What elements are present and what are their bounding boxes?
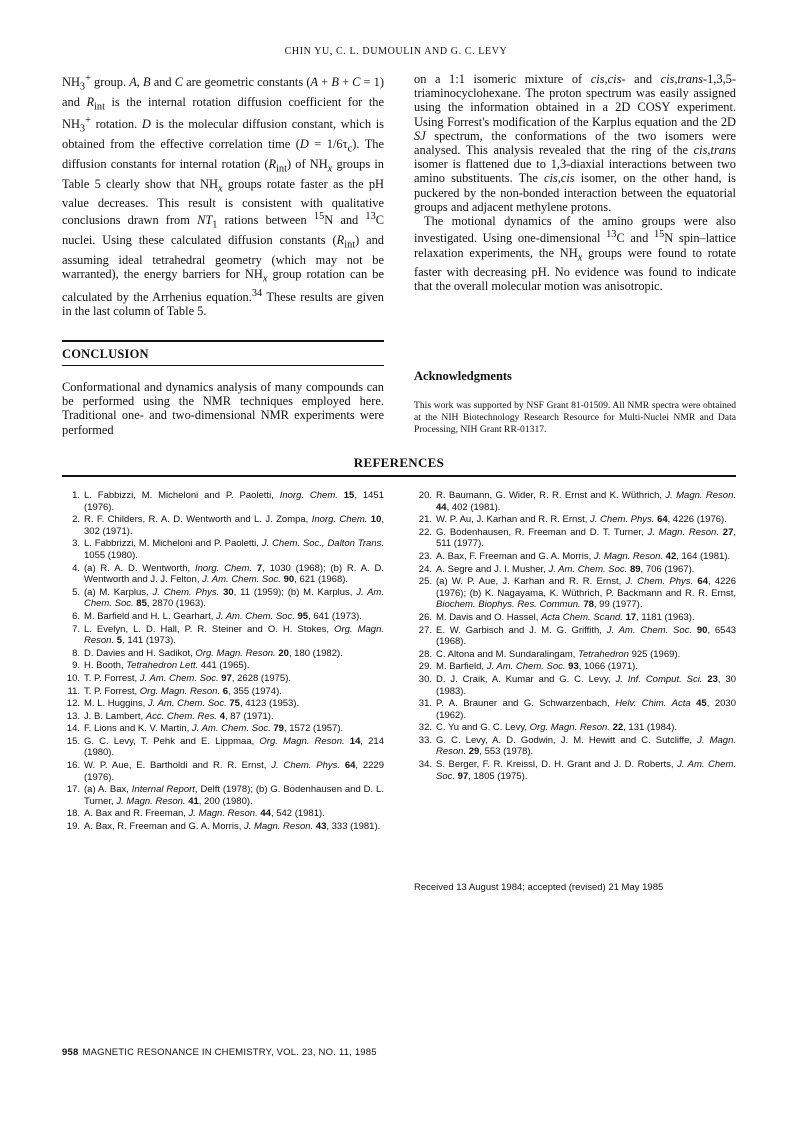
- reference-number: 4.: [72, 562, 80, 574]
- reference-text: H. Booth, Tetrahedron Lett. 441 (1965).: [84, 660, 250, 672]
- reference-text: L. Fabbrizzi, M. Micheloni and P. Paoletti, J. Chem. Soc., Dalton Trans. 1055 (1980).: [84, 538, 384, 561]
- reference-number: 18.: [66, 808, 80, 820]
- reference-text: P. A. Brauner and G. Schwarzenbach, Helv. Chim. Acta 45, 2030 (1962).: [436, 698, 737, 721]
- reference-item: [414, 490, 736, 513]
- reference-item: [414, 576, 736, 611]
- reference-item: [62, 698, 384, 710]
- reference-item: [414, 564, 736, 576]
- reference-number: 29.: [418, 661, 432, 673]
- reference-number: 16.: [66, 760, 80, 772]
- reference-item: [62, 808, 384, 820]
- section-heading: CONCLUSION: [62, 347, 149, 361]
- reference-number: 12.: [66, 698, 80, 710]
- reference-text: T. P. Forrest, J. Am. Chem. Soc. 97, 2628 (1975).: [84, 672, 292, 684]
- reference-number: 13.: [66, 710, 80, 722]
- reference-text: M. Barfield, J. Am. Chem. Soc. 93, 1066 (1971).: [436, 661, 638, 673]
- references-heading: REFERENCES: [353, 455, 445, 470]
- reference-item: [62, 563, 384, 586]
- journal-name: MAGNETIC RESONANCE IN CHEMISTRY, VOL. 23, NO. 11, 1985: [82, 1047, 377, 1058]
- reference-text: (a) R. A. D. Wentworth, Inorg. Chem. 7, 1030 (1968); (b) R. A. D. Wentworth and J. J. Felton, J. Am. Chem. Soc. 90, 621 (1968).: [84, 562, 384, 586]
- reference-text: M. Barfield and H. L. Gearhart, J. Am. Chem. Soc. 95, 641 (1973).: [84, 610, 362, 622]
- body-paragraph: The motional dynamics of the amino groups were also investigated. Using one-dimensional $^{13}$C and $^{15}$N spin–lattice relaxation experiments, the $NH_x$ groups were found to rotate faster with decreasing pH. No evidence was found to indicate that the overall molecular motion was anisotropic.: [414, 214, 737, 294]
- reference-item: [62, 514, 384, 537]
- reference-text: R. F. Childers, R. A. D. Wentworth and L. J. Zompa, Inorg. Chem. 10, 302 (1971).: [84, 514, 384, 537]
- reference-number: 23.: [418, 550, 432, 562]
- reference-text: A. Bax and R. Freeman, J. Magn. Reson. 44, 542 (1981).: [84, 808, 325, 820]
- left-column: [62, 72, 384, 318]
- reference-item: [414, 514, 736, 526]
- section-rule: [62, 475, 736, 477]
- reference-number: 26.: [418, 611, 432, 623]
- reference-item: [62, 538, 384, 561]
- reference-text: A. Bax, R. Freeman and G. A. Morris, J. Magn. Reson. 43, 333 (1981).: [84, 821, 381, 833]
- reference-item: [62, 624, 384, 647]
- reference-item: [414, 661, 736, 673]
- references-list-left: [62, 490, 384, 834]
- reference-text: (a) A. Bax, Internal Report, Delft (1978); (b) G. Bodenhausen and D. L. Turner, J. Magn. Reson. 41, 200 (1980).: [84, 784, 384, 807]
- reference-text: E. W. Garbisch and J. M. G. Griffith, J. Am. Chem. Soc. 90, 6543 (1968).: [436, 624, 737, 648]
- references-header: [62, 455, 736, 477]
- reference-text: M. L. Huggins, J. Am. Chem. Soc. 75, 4123 (1953).: [84, 698, 300, 710]
- right-column: [414, 72, 736, 294]
- reference-text: J. B. Lambert, Acc. Chem. Res. 4, 87 (1971).: [84, 710, 274, 722]
- reference-number: 3.: [72, 538, 80, 550]
- reference-number: 22.: [418, 526, 432, 538]
- reference-number: 9.: [72, 660, 80, 672]
- reference-item: [62, 821, 384, 833]
- reference-number: 20.: [418, 490, 432, 501]
- reference-item: [414, 759, 736, 782]
- reference-item: [414, 674, 736, 697]
- reference-item: [62, 673, 384, 685]
- reference-number: 32.: [418, 722, 432, 734]
- acknowledgments-heading: Acknowledgments: [414, 369, 512, 383]
- body-paragraph: Conformational and dynamics analysis of many compounds can be performed using the NMR techniques employed here. Traditional one- and two-dimensional NMR experiments were performed: [62, 380, 384, 437]
- reference-number: 21.: [418, 514, 432, 526]
- reference-text: M. Davis and O. Hassel, Acta Chem. Scand. 17, 1181 (1963).: [436, 611, 695, 623]
- reference-item: [62, 711, 384, 723]
- reference-text: F. Lions and K. V. Martin, J. Am. Chem. Soc. 79, 1572 (1957).: [84, 723, 344, 735]
- reference-text: D. J. Craik, A. Kumar and G. C. Levy, J. Inf. Comput. Sci. 23, 30 (1983).: [436, 673, 737, 697]
- reference-item: [62, 490, 384, 513]
- reference-item: [62, 723, 384, 735]
- reference-text: T. P. Forrest, Org. Magn. Reson. 6, 355 (1974).: [84, 685, 282, 697]
- page-footer: [62, 1047, 377, 1058]
- reference-number: 17.: [66, 784, 80, 796]
- body-paragraph: $NH_3^+$ group. A, B and C are geometric constants (A + B + C = 1) and $R_{int}$ is the internal rotation diffusion coefficient for the $NH_3^+$ rotation. D is the molecular diffusion constant, which is obtained from the effective correlation time $(D = 1/6\tau_c)$. The diffusion constants for internal rotation $(R_{int})$ of $NH_x$ groups in Table 5 clearly show that $NH_x$ groups rotate faster as the pH value decreases. This result is consistent with qualitative conclusions drawn from $NT_1$ rations between $^{15}$N and $^{13}$C nuclei. Using these calculated diffusion constants $(R_{int})$ and assuming ideal tetrahedral geometry (which may not be warranted), the energy barriers for $NH_x$ group rotation can be calculated by the Arrhenius equation.$^{34}$ These results are given in the last column of Table 5.: [62, 73, 385, 319]
- reference-number: 6.: [72, 610, 80, 622]
- reference-text: (a) M. Karplus, J. Chem. Phys. 30, 11 (1959); (b) M. Karplus, J. Am. Chem. Soc. 85, 2870 (1963).: [84, 586, 384, 610]
- reference-item: [414, 722, 736, 734]
- reference-number: 30.: [418, 673, 432, 685]
- running-head: CHIN YU, C. L. DUMOULIN AND G. C. LEVY: [284, 46, 508, 57]
- reference-text: D. Davies and H. Sadikot, Org. Magn. Reson. 20, 180 (1982).: [84, 647, 343, 659]
- reference-number: 14.: [66, 723, 80, 735]
- reference-number: 1.: [72, 490, 80, 501]
- reference-item: [414, 551, 736, 563]
- reference-item: [62, 611, 384, 623]
- reference-item: [414, 625, 736, 648]
- reference-number: 11.: [67, 685, 80, 697]
- reference-item: [62, 660, 384, 672]
- reference-number: 28.: [418, 648, 432, 660]
- page-number: 958: [62, 1047, 79, 1058]
- reference-item: [414, 698, 736, 721]
- reference-number: 34.: [418, 759, 432, 771]
- reference-text: C. Yu and G. C. Levy, Org. Magn. Reson. 22, 131 (1984).: [436, 722, 678, 734]
- reference-item: [62, 686, 384, 698]
- reference-text: L. Fabbizzi, M. Micheloni and P. Paoletti, Inorg. Chem. 15, 1451 (1976).: [84, 490, 384, 513]
- reference-text: S. Berger, F. R. Kreissl, D. H. Grant and J. D. Roberts, J. Am. Chem. Soc. 97, 1805 (1975).: [436, 759, 737, 782]
- reference-text: W. P. Au, J. Karhan and R. R. Ernst, J. Chem. Phys. 64, 4226 (1976).: [436, 514, 727, 526]
- conclusion-section: [62, 340, 384, 437]
- reference-number: 7.: [72, 623, 80, 635]
- reference-text: W. P. Aue, E. Bartholdi and R. R. Ernst, J. Chem. Phys. 64, 2229 (1976).: [84, 760, 384, 783]
- reference-number: 2.: [72, 514, 80, 526]
- reference-item: [62, 648, 384, 660]
- reference-item: [414, 527, 736, 550]
- reference-number: 31.: [418, 698, 432, 710]
- reference-text: A. Segre and J. I. Musher, J. Am. Chem. Soc. 89, 706 (1967).: [436, 563, 695, 575]
- body-paragraph: on a 1:1 isomeric mixture of cis,cis- and cis,trans-1,3,5-triaminocyclohexane. The proton spectrum was easily assigned using the information obtained in a 2D COSY experiment. Using Forrest's modification of the Karplus equation and the 2D SJ spectrum, the conformations of the two isomers were analysed. This analysis revealed that the ring of the cis,trans isomer is flattened due to 1,3-diaxial interactions between two amino substituents. The cis,cis isomer, on the other hand, is puckered by the non-bonded interaction between the equatorial groups and adjacent methylene protons.: [414, 72, 736, 214]
- reference-text: G. C. Levy, A. D. Godwin, J. M. Hewitt and C. Sutcliffe, J. Magn. Reson. 29, 553 (1978).: [436, 734, 737, 758]
- reference-number: 24.: [418, 563, 432, 575]
- reference-number: 10.: [66, 672, 80, 684]
- reference-item: [414, 735, 736, 758]
- reference-item: [62, 587, 384, 610]
- reference-text: L. Evelyn, L. D. Hall, P. R. Steiner and O. H. Stokes, Org. Magn. Reson. 5, 141 (1973).: [84, 623, 384, 647]
- acknowledgments-text: This work was supported by NSF Grant 81-01509. All NMR spectra were obtained at the NIH Biotechnology Research Resource for Multi-Nuclei NMR and Data Processing, NIH Grant RR-01317.: [414, 400, 736, 436]
- reference-text: G. C. Levy, T. Pehk and E. Lippmaa, Org. Magn. Reson. 14, 214 (1980).: [84, 735, 384, 759]
- reference-text: G. Bodenhausen, R. Freeman and D. T. Turner, J. Magn. Reson. 27, 511 (1977).: [436, 526, 736, 550]
- reference-number: 15.: [66, 735, 80, 747]
- reference-item: [414, 612, 736, 624]
- reference-text: R. Baumann, G. Wider, R. R. Ernst and K. Wüthrich, J. Magn. Reson. 44, 402 (1981).: [436, 490, 737, 513]
- reference-number: 33.: [418, 734, 432, 746]
- reference-number: 8.: [72, 647, 80, 659]
- reference-number: 5.: [72, 586, 80, 598]
- reference-number: 19.: [66, 821, 80, 833]
- received-date: Received 13 August 1984; accepted (revised) 21 May 1985: [414, 882, 664, 893]
- section-rule: [62, 365, 384, 366]
- references-list-right: [414, 490, 736, 783]
- reference-item: [414, 649, 736, 661]
- reference-number: 27.: [418, 624, 432, 636]
- reference-text: (a) W. P. Aue, J. Karhan and R. R. Ernst, J. Chem. Phys. 64, 4226 (1976); (b) K. Nagayama, K. Wüthrich, P. Backmann and R. R. Ernst, Biochem. Biophys. Res. Commun. 78, 99 (1977).: [436, 576, 736, 611]
- reference-text: A. Bax, F. Freeman and G. A. Morris, J. Magn. Reson. 42, 164 (1981).: [436, 550, 731, 562]
- reference-text: C. Altona and M. Sundaralingam, Tetrahedron 925 (1969).: [436, 648, 681, 660]
- reference-item: [62, 736, 384, 759]
- reference-item: [62, 760, 384, 783]
- reference-number: 25.: [418, 576, 432, 588]
- reference-item: [62, 784, 384, 807]
